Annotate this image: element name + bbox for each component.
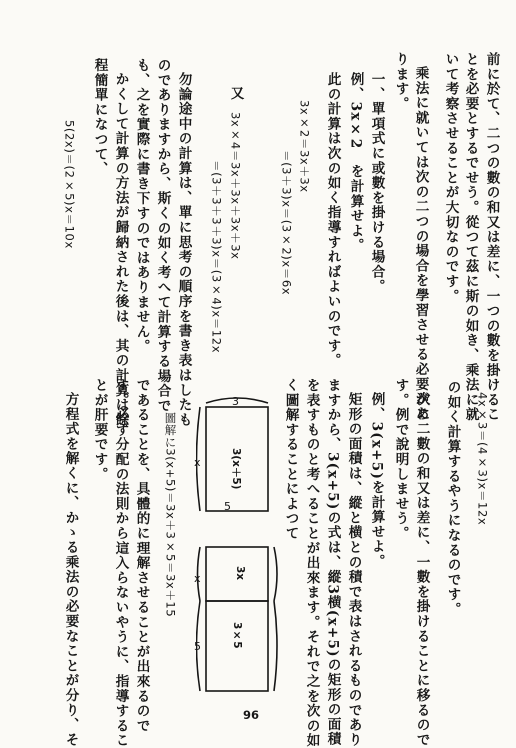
text-column: 方程式を解くに、かゝる乘法の必要なことが分り、そ: [62, 392, 79, 748]
text-column: 前に於て、二つの數の和又は差に、一つの數を掛けるこ: [483, 52, 500, 422]
text-column: のでありますから、斯くの如く考へて計算する場合で: [154, 58, 171, 414]
text-column: とを必要とするでせう。從つて茲に斯の如き、乘法に就: [462, 52, 479, 422]
text-column: の如く計算するやうになるのです。: [444, 380, 461, 617]
section-heading: 一、單項式に或數を掛ける場合。: [368, 72, 385, 294]
dim-5-a: 5: [224, 500, 231, 513]
dim-top: 3: [232, 395, 239, 408]
brace-right-1: [274, 547, 277, 601]
area-diagram: [196, 395, 280, 713]
text-column: を表すものと考へることが出來ます。それで之を次の如: [303, 378, 320, 748]
math-line: ＝(3＋3)x＝(3×2)x＝6x: [279, 150, 294, 296]
text-column: 矩形の面積は、縱と横との積で表はされるものであり: [345, 392, 362, 748]
text-column: 次に二數の和又は差に、一數を掛けることに移るので: [413, 392, 430, 748]
label-又: 又: [227, 86, 244, 101]
text-column: 乘法に就いては次の二つの場合を學習させる必要があ: [412, 66, 429, 422]
text-column: す。必ず分配の法則から這入らないやうに、指導するこ: [112, 378, 129, 748]
text-column: す。例で說明しませう。: [392, 378, 409, 541]
math-line: 4x×3＝(4×3)x＝12x: [475, 392, 490, 526]
text-column: とが肝要です。: [91, 378, 108, 482]
text-column: ります。: [392, 52, 409, 112]
dim-5-b: 5: [194, 640, 201, 653]
dim-x-2: x: [194, 572, 201, 585]
text-column: 程簡單になつて、: [91, 58, 108, 177]
text-column: かくして計算の方法が歸納された後は、其の計算は餘: [112, 72, 129, 428]
math-line: 圖解に3(x+5)＝3x＋3×5＝3x＋15: [163, 412, 178, 618]
diagram-label-3x: 3x: [234, 566, 246, 581]
text-column: 勿論途中の計算は、單に思考の順序を書き表はしたも: [175, 72, 192, 428]
example-line: 例、3x×2 を計算せよ。: [347, 72, 364, 254]
math-line: ＝(3＋3＋3＋3)x＝(3×4)x＝12x: [209, 160, 224, 354]
brace-right-2: [274, 601, 277, 691]
text-column: も、之を實際に書き下すのではありません。: [133, 58, 150, 354]
math-line: 3x×4＝3x＋3x＋3x＋3x: [228, 112, 243, 260]
text-column: く圖解することによつて: [282, 378, 299, 541]
text-column: ますから、3(x+5)の式は、縱3横(x+5)の矩形の面積: [324, 378, 341, 747]
diagram-label-total: 3(x＋5): [230, 448, 242, 490]
page-number: 96: [242, 708, 259, 722]
dim-x-1: x: [194, 456, 201, 469]
math-line: 3x×2＝3x＋3x: [297, 100, 312, 193]
text-column: であることを、具體的に理解させることが出來るので: [133, 378, 150, 734]
diagram-label-3x5: 3×5: [231, 622, 243, 649]
text-column: いて考察させることが大切なのです。: [442, 52, 459, 304]
text-column: 此の計算は次の如く指導すればよいのです。: [324, 72, 341, 368]
math-line: 5(2x)＝(2×5)x＝10x: [62, 120, 77, 249]
example-line: 例、3(x+5)を計算せよ。: [368, 392, 385, 569]
